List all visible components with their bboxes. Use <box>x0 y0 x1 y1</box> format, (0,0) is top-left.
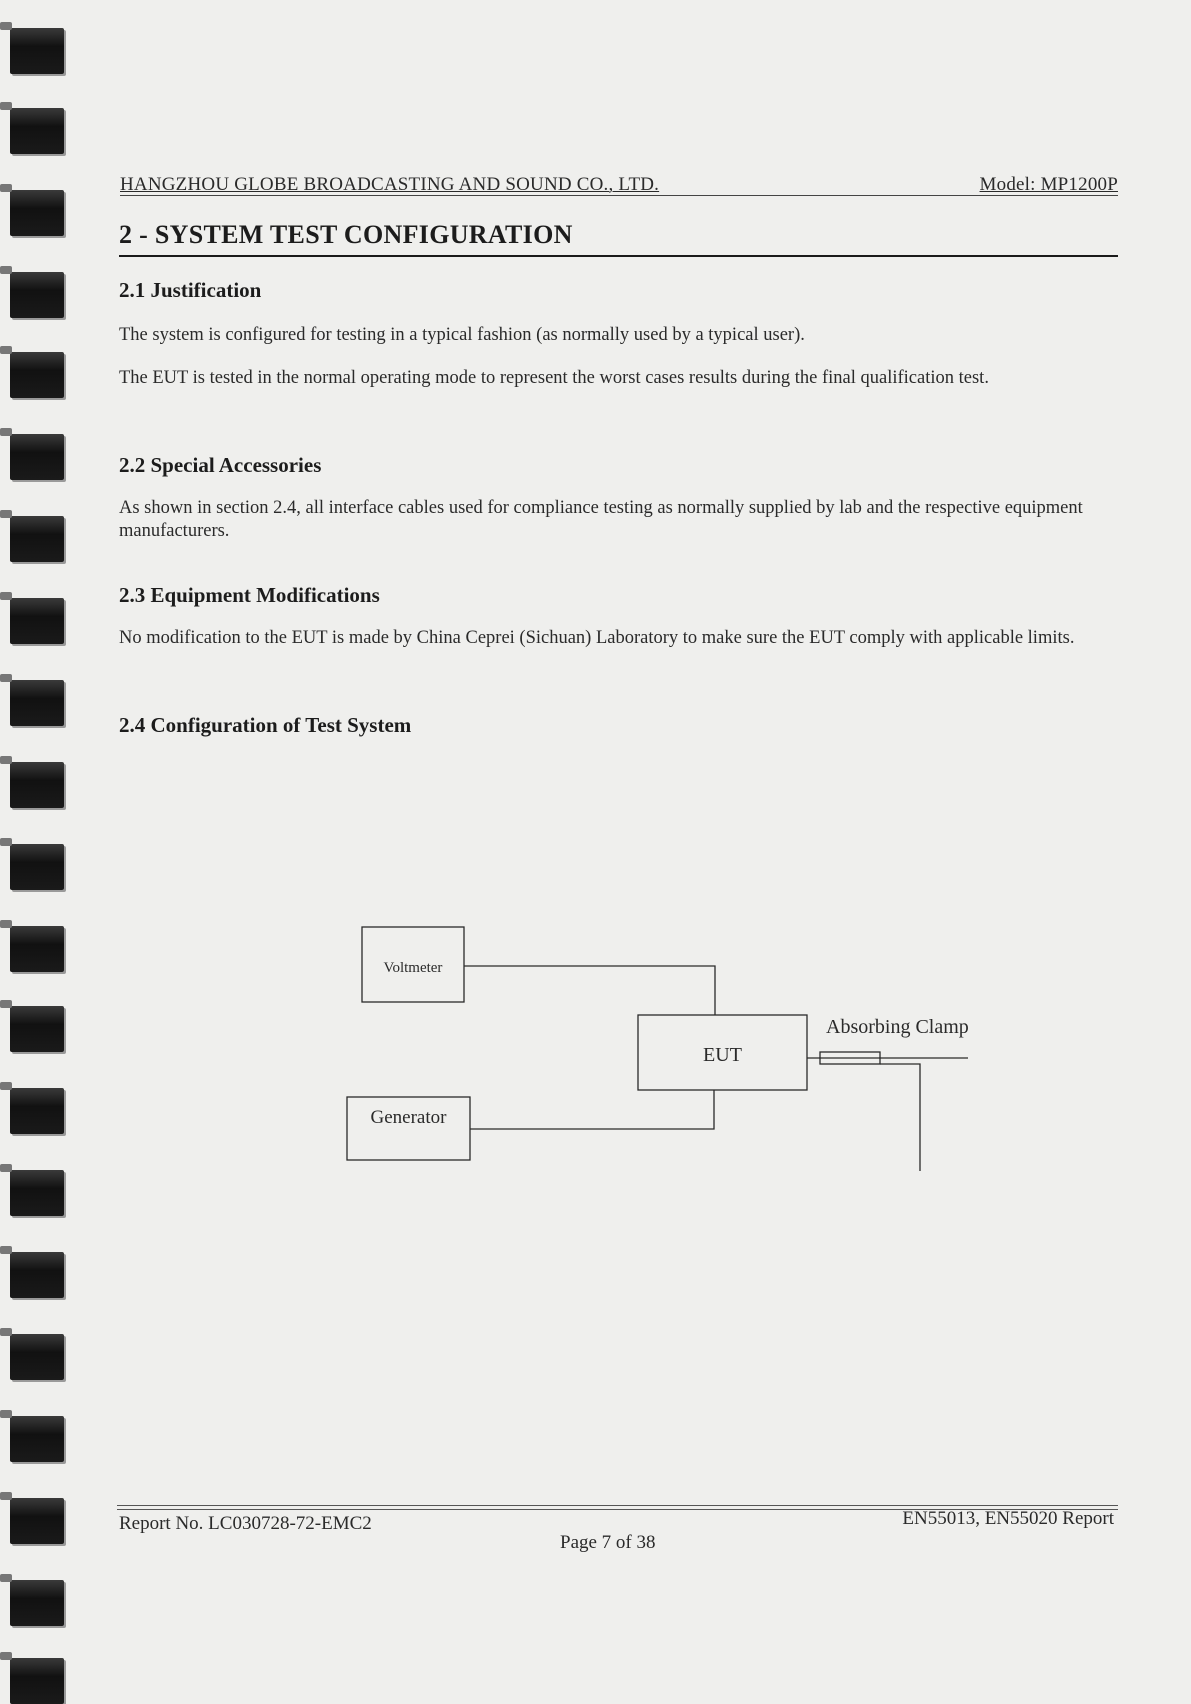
report-number: Report No. LC030728-72-EMC2 <box>119 1513 372 1534</box>
generator-label: Generator <box>370 1107 447 1128</box>
report-standard: EN55013, EN55020 Report <box>902 1508 1114 1529</box>
voltmeter-cable <box>464 966 715 1015</box>
footer-rule <box>117 1505 1118 1506</box>
modifications-para: No modification to the EUT is made by China Ceprei (Sichuan) Laboratory to make sure the EUT comply with applicable limits. <box>119 628 1075 648</box>
justification-para-1: The system is configured for testing in a typical fashion (as normally used by a typical user). <box>119 325 805 345</box>
eut-label: EUT <box>703 1044 742 1066</box>
justification-para-2: The EUT is tested in the normal operating mode to represent the worst cases results during the final qualification test. <box>119 368 989 388</box>
accessories-para: As shown in section 2.4, all interface cables used for compliance testing as normally supplied by lab and the respective equipment manufacturers. <box>119 498 1083 541</box>
model-number: Model: MP1200P <box>979 174 1118 195</box>
voltmeter-label: Voltmeter <box>383 960 443 976</box>
heading-equipment-modifications: 2.3 Equipment Modifications <box>119 583 380 607</box>
page-number: Page 7 of 38 <box>560 1532 656 1553</box>
absorbing-clamp-label: Absorbing Clamp <box>826 1016 969 1038</box>
clamp-lead <box>880 1064 920 1171</box>
heading-configuration: 2.4 Configuration of Test System <box>119 713 412 737</box>
heading-special-accessories: 2.2 Special Accessories <box>119 453 322 477</box>
generator-cable <box>470 1090 714 1129</box>
company-name: HANGZHOU GLOBE BROADCASTING AND SOUND CO., LTD. <box>120 174 660 195</box>
section-title: 2 - SYSTEM TEST CONFIGURATION <box>119 220 573 249</box>
heading-justification: 2.1 Justification <box>119 278 262 302</box>
